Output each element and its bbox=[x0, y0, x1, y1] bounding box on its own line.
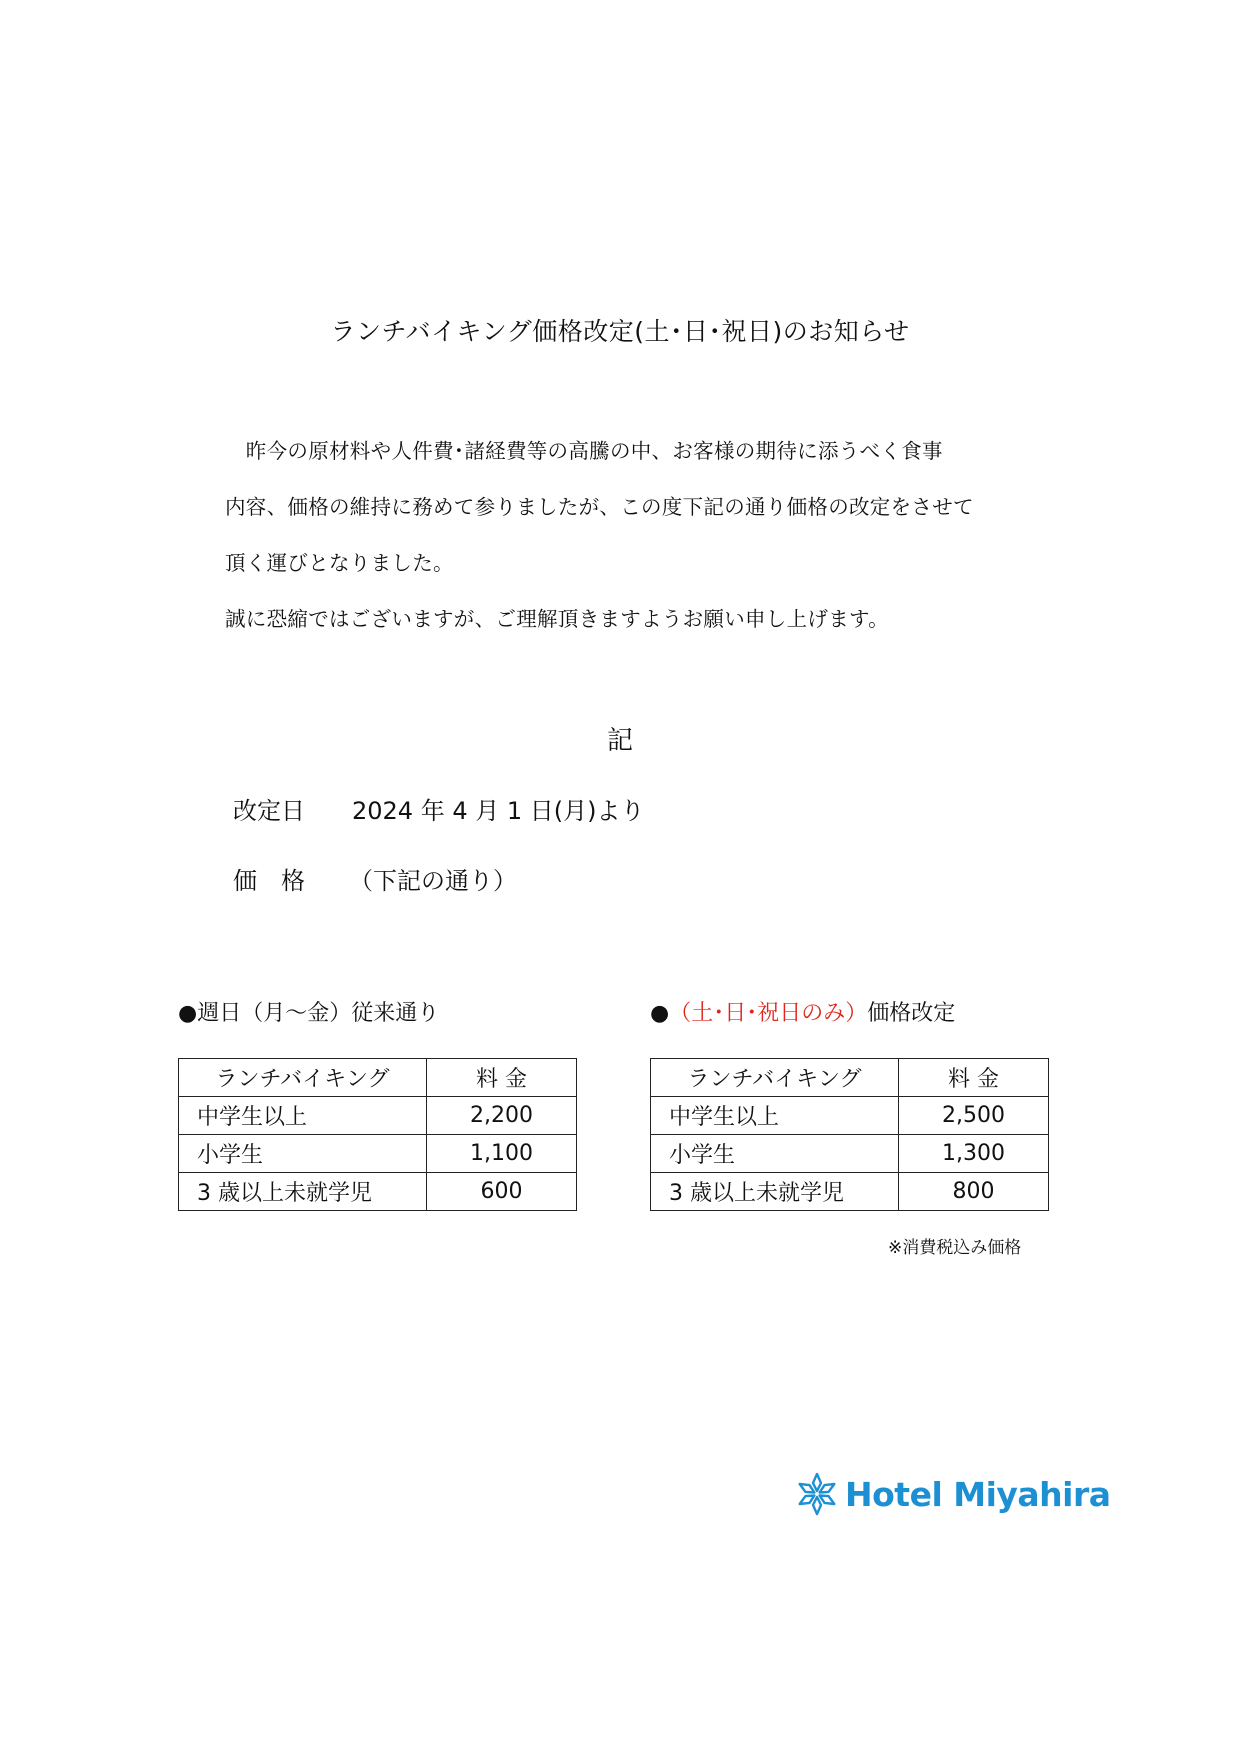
weekend-heading-text: 価格改定 bbox=[867, 1001, 956, 1026]
logo-text: Hotel Miyahira bbox=[845, 1474, 1111, 1514]
table-row bbox=[651, 1097, 1049, 1135]
row-price: 1,300 bbox=[899, 1135, 1049, 1173]
weekend-price-table bbox=[650, 1058, 1049, 1211]
body-line-3: 頂く運びとなりました。 bbox=[225, 551, 454, 575]
weekend-heading-days: （土･日･祝日のみ） bbox=[669, 1001, 868, 1026]
table-row bbox=[179, 1097, 577, 1135]
row-price: 2,500 bbox=[899, 1097, 1049, 1135]
row-category: 中学生以上 bbox=[651, 1097, 899, 1135]
weekday-heading: ●週日（月～金）従来通り bbox=[178, 1001, 440, 1026]
price-label: 価 格 bbox=[233, 867, 305, 895]
table-header-row bbox=[179, 1059, 577, 1097]
hotel-logo bbox=[795, 1472, 1111, 1516]
table-row bbox=[651, 1173, 1049, 1211]
row-price: 600 bbox=[427, 1173, 577, 1211]
table-header-row bbox=[651, 1059, 1049, 1097]
ki-heading: 記 bbox=[606, 726, 633, 756]
weekend-heading bbox=[650, 996, 955, 1027]
price-value: （下記の通り） bbox=[349, 867, 517, 895]
weekend-heading-bullet: ● bbox=[650, 1001, 670, 1026]
effective-date-value: 2024 年 4 月 1 日(月)より bbox=[352, 797, 645, 825]
header-price: 料 金 bbox=[427, 1059, 577, 1097]
table-row bbox=[179, 1173, 577, 1211]
table-row bbox=[179, 1135, 577, 1173]
body-line-4: 誠に恐縮ではございますが、ご理解頂きますようお願い申し上げます。 bbox=[225, 607, 889, 631]
header-price: 料 金 bbox=[899, 1059, 1049, 1097]
row-category: 3 歳以上未就学児 bbox=[651, 1173, 899, 1211]
row-category: 3 歳以上未就学児 bbox=[179, 1173, 427, 1211]
tax-note: ※消費税込み価格 bbox=[888, 1238, 1022, 1258]
body-line-1: 昨今の原材料や人件費･諸経費等の高騰の中、お客様の期待に添うべく食事 bbox=[225, 439, 943, 463]
row-price: 1,100 bbox=[427, 1135, 577, 1173]
row-category: 中学生以上 bbox=[179, 1097, 427, 1135]
table-row bbox=[651, 1135, 1049, 1173]
header-item: ランチバイキング bbox=[179, 1059, 427, 1097]
body-line-2: 内容、価格の維持に務めて参りましたが、この度下記の通り価格の改定をさせて bbox=[225, 495, 974, 519]
effective-date-label: 改定日 bbox=[233, 797, 305, 825]
weekday-price-table bbox=[178, 1058, 577, 1211]
row-price: 2,200 bbox=[427, 1097, 577, 1135]
row-price: 800 bbox=[899, 1173, 1049, 1211]
notice-title: ランチバイキング価格改定(土･日･祝日)のお知らせ bbox=[330, 317, 910, 346]
row-category: 小学生 bbox=[179, 1135, 427, 1173]
header-item: ランチバイキング bbox=[651, 1059, 899, 1097]
row-category: 小学生 bbox=[651, 1135, 899, 1173]
flower-icon bbox=[795, 1472, 839, 1516]
